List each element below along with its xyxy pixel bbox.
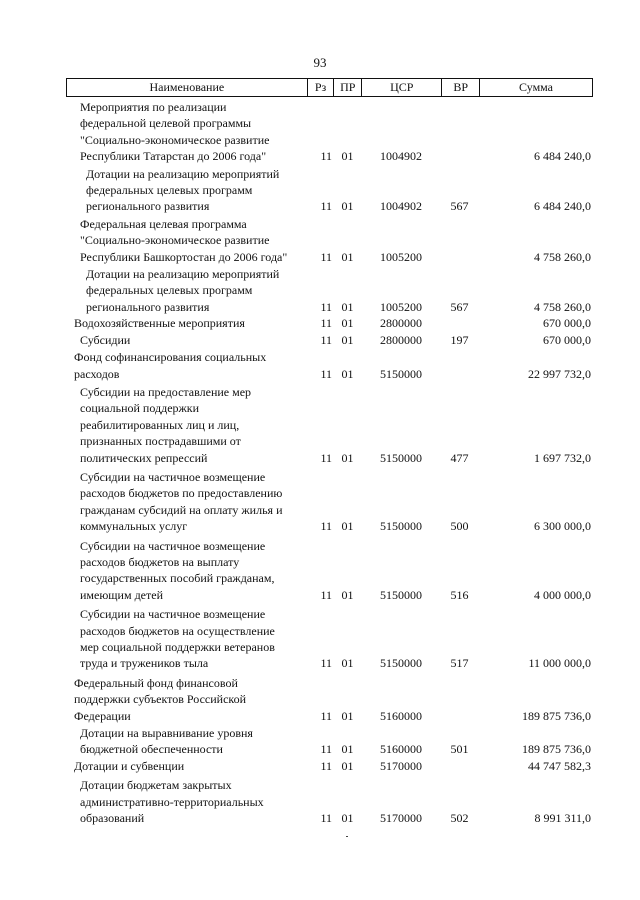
table-row (66, 216, 593, 265)
table-row (66, 758, 593, 774)
row-pr: 01 (341, 199, 354, 214)
row-name: Фонд софинансирования социальных расходов (74, 350, 267, 381)
row-name: Дотации на реализацию мероприятий федеральных целевых программ регионального развития (86, 267, 280, 314)
row-pr: 01 (341, 811, 354, 826)
table-row (66, 469, 593, 535)
row-pr: 01 (341, 249, 354, 264)
row-sum: 1 697 732,0 (534, 450, 591, 465)
row-csr: 5150000 (380, 450, 422, 465)
header-csr: ЦСР (361, 79, 441, 96)
table-body (66, 99, 593, 826)
table-row (66, 349, 593, 382)
row-rz: 11 (320, 299, 332, 314)
row-pr: 01 (341, 519, 354, 534)
table-row (66, 777, 593, 826)
row-pr: 01 (341, 366, 354, 381)
row-sum: 4 758 260,0 (534, 249, 591, 264)
row-sum: 4 758 260,0 (534, 299, 591, 314)
row-name: Субсидии на частичное возмещение расходов бюджетов на осуществление мер социальной поддержки ветеранов труда и тружеников тыла (80, 607, 275, 671)
row-csr: 1004902 (380, 149, 422, 164)
row-pr: 01 (341, 758, 354, 773)
header-vr: ВР (441, 79, 479, 96)
row-pr: 01 (341, 316, 354, 331)
table-header (66, 78, 593, 97)
row-name: Федеральная целевая программа "Социально-экономическое развитие Республики Башкортостан до 2006 года" (80, 216, 288, 264)
row-csr: 5160000 (380, 742, 422, 757)
row-vr: 502 (450, 811, 469, 826)
row-csr: 1005200 (380, 249, 422, 264)
row-csr: 2800000 (380, 316, 422, 331)
row-vr: 477 (450, 450, 469, 465)
row-pr: 01 (341, 656, 354, 671)
row-csr: 5160000 (380, 708, 422, 723)
row-vr: 197 (450, 332, 469, 347)
row-csr: 5150000 (380, 587, 422, 602)
page-number: 93 (313, 55, 327, 70)
row-pr: 01 (341, 587, 354, 602)
row-sum: 44 747 582,3 (528, 758, 591, 773)
table-row (66, 725, 593, 758)
row-rz: 11 (320, 450, 332, 465)
row-sum: 4 000 000,0 (534, 587, 591, 602)
table-row (66, 166, 593, 215)
row-pr: 01 (341, 450, 354, 465)
header-name: Наименование (149, 80, 225, 94)
row-rz: 11 (320, 249, 332, 264)
header-rz: Рз (307, 79, 334, 96)
row-name: Субсидии на предоставление мер социальной поддержки реабилитированных лиц и лиц, признанных пострадавшими от политических репрессий (80, 384, 252, 465)
row-pr: 01 (341, 332, 354, 347)
row-rz: 11 (320, 742, 332, 757)
row-csr: 5150000 (380, 366, 422, 381)
row-csr: 1004902 (380, 199, 422, 214)
table-row (66, 332, 593, 348)
table-row (66, 384, 593, 466)
row-rz: 11 (320, 332, 332, 347)
table-row (66, 606, 593, 672)
row-rz: 11 (320, 519, 332, 534)
row-rz: 11 (320, 708, 332, 723)
row-sum: 11 000 000,0 (528, 656, 591, 671)
row-rz: 11 (320, 366, 332, 381)
row-sum: 6 484 240,0 (534, 149, 591, 164)
row-sum: 670 000,0 (543, 316, 591, 331)
row-rz: 11 (320, 316, 332, 331)
row-name: Дотации и субвенции (74, 758, 185, 773)
row-rz: 11 (320, 758, 332, 773)
row-csr: 5150000 (380, 656, 422, 671)
row-name: Федеральный фонд финансовой поддержки субъектов Российской Федерации (74, 675, 247, 723)
row-sum: 670 000,0 (543, 332, 591, 347)
row-sum: 189 875 736,0 (522, 708, 591, 723)
row-csr: 5170000 (380, 811, 422, 826)
table-row (66, 538, 593, 604)
row-vr: 517 (450, 656, 469, 671)
header-sum: Сумма (479, 79, 592, 96)
row-name: Дотации на выравнивание уровня бюджетной обеспеченности (80, 726, 253, 757)
row-pr: 01 (341, 299, 354, 314)
row-csr: 5170000 (380, 758, 422, 773)
row-sum: 6 484 240,0 (534, 199, 591, 214)
row-pr: 01 (341, 149, 354, 164)
row-name: Дотации на реализацию мероприятий федеральных целевых программ регионального развития (86, 166, 280, 214)
row-name: Мероприятия по реализации федеральной целевой программы "Социально-экономическое развитие Республики Татарстан до 2006 года" (80, 100, 270, 164)
row-csr: 5150000 (380, 519, 422, 534)
row-rz: 11 (320, 656, 332, 671)
row-csr: 2800000 (380, 332, 422, 347)
row-pr: 01 (341, 708, 354, 723)
row-name: Субсидии на частичное возмещение расходов бюджетов по предоставлению гражданам субсидий на оплату жилья и коммунальных услуг (80, 469, 283, 534)
row-sum: 8 991 311,0 (534, 811, 591, 826)
row-name: Водохозяйственные мероприятия (74, 316, 245, 331)
table-row (66, 99, 593, 165)
row-vr: 500 (450, 519, 469, 534)
row-sum: 6 300 000,0 (534, 519, 591, 534)
row-vr: 501 (450, 742, 469, 757)
table-row (66, 266, 593, 315)
row-vr: 516 (450, 587, 469, 602)
row-rz: 11 (320, 199, 332, 214)
row-vr: 567 (450, 199, 469, 214)
row-csr: 1005200 (380, 299, 422, 314)
table-row (66, 315, 593, 331)
table-row (66, 675, 593, 724)
budget-table (66, 78, 593, 826)
row-name: Субсидии (80, 332, 131, 347)
row-sum: 189 875 736,0 (522, 742, 591, 757)
row-name: Субсидии на частичное возмещение расходов бюджетов на выплату государственных пособий гражданам, имеющим детей (80, 538, 275, 602)
row-rz: 11 (320, 587, 332, 602)
row-vr: 567 (450, 299, 469, 314)
scan-speck (346, 836, 348, 837)
row-pr: 01 (341, 742, 354, 757)
row-rz: 11 (320, 149, 332, 164)
row-rz: 11 (320, 811, 332, 826)
row-sum: 22 997 732,0 (528, 366, 591, 381)
header-pr: ПР (333, 79, 361, 96)
row-name: Дотации бюджетам закрытых административно-территориальных образований (80, 778, 264, 826)
